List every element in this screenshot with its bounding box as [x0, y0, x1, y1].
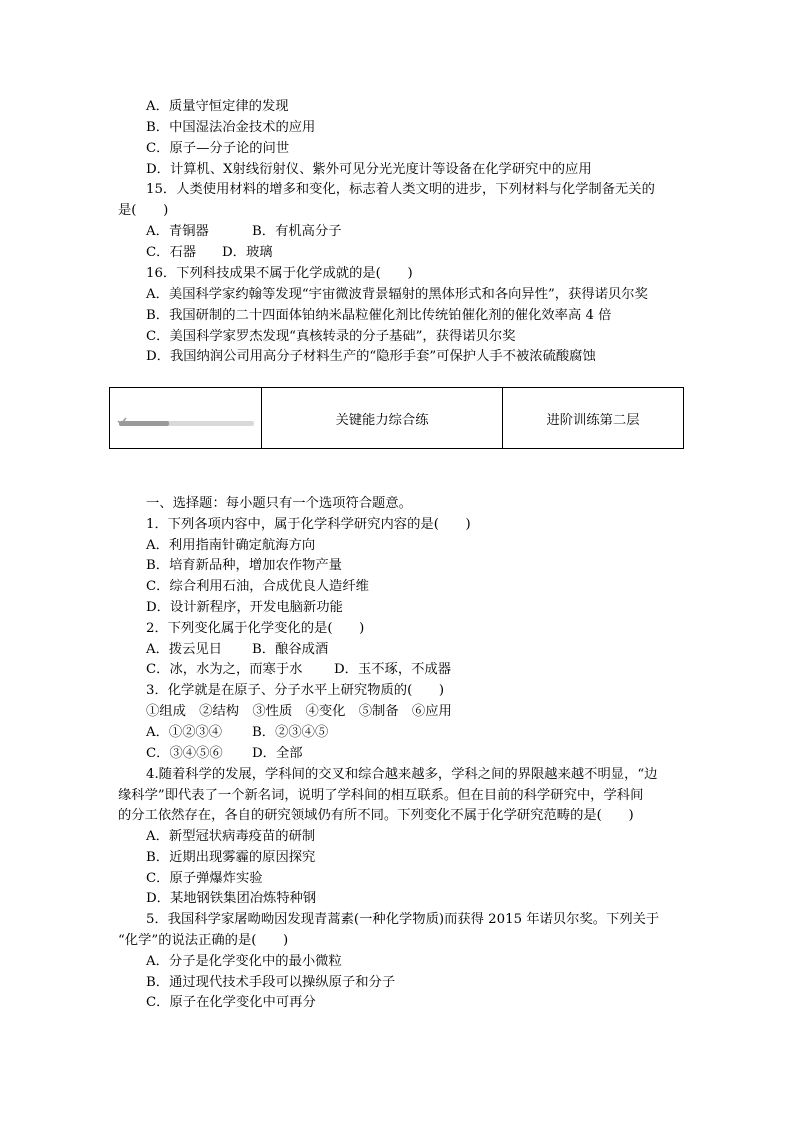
q3-stem: 3．化学就是在原子、分子水平上研究物质的( ): [146, 683, 445, 698]
q4-option-d: D．某地钢铁集团冶炼特种钢: [146, 891, 317, 906]
q4-stem-line1: 4.随着科学的发展，学科间的交叉和综合越来越多，学科之间的界限越来越不明显，“边: [146, 767, 658, 782]
q15-stem-line2: 是( ): [118, 203, 169, 218]
banner-center-label: 关键能力综合练: [262, 388, 503, 448]
q15-option-d: D．玻璃: [222, 245, 273, 260]
banner-progress-cell: [110, 388, 262, 448]
q5-option-a: A．分子是化学变化中的最小微粒: [146, 954, 342, 969]
q15-stem-line1: 15．人类使用材料的增多和变化，标志着人类文明的进步，下列材料与化学制备无关的: [146, 182, 655, 197]
q15-option-a: A．青铜器: [146, 224, 209, 239]
q15-option-c: C．石器: [146, 245, 197, 260]
q4-option-c: C．原子弹爆炸实验: [146, 871, 263, 886]
q2-option-b: B．酿谷成酒: [252, 642, 329, 657]
q5-stem-line2: “化学”的说法正确的是( ): [118, 933, 289, 948]
q5-option-b: B．通过现代技术手段可以操纵原子和分子: [146, 975, 396, 990]
q3-option-a: A．①②③④: [146, 725, 223, 740]
q1-option-c: C．综合利用石油，合成优良人造纤维: [146, 579, 369, 594]
q3-option-c: C．③④⑤⑥: [146, 746, 223, 761]
q16-option-d: D．我国纳润公司用高分子材料生产的“隐形手套”可保护人手不被浓硫酸腐蚀: [146, 349, 596, 364]
q16-option-b: B．我国研制的二十四面体铂纳米晶粒催化剂比传统铂催化剂的催化效率高 4 倍: [146, 308, 612, 323]
q2-option-d: D．玉不琢，不成器: [334, 662, 452, 677]
q4-option-b: B．近期出现雾霾的原因探究: [146, 850, 316, 865]
banner-right-label: 进阶训练第二层: [546, 412, 640, 428]
q1-option-b: B．培育新品种，增加农作物产量: [146, 558, 342, 573]
q16-option-c: C．美国科学家罗杰发现“真核转录的分子基础”，获得诺贝尔奖: [146, 329, 516, 344]
q3-options-row1: [146, 723, 328, 744]
q3-items: ①组成 ②结构 ③性质 ④变化 ⑤制备 ⑥应用: [146, 704, 452, 719]
q15-options-row2: [146, 243, 273, 264]
q16-option-a: A．美国科学家约翰等发现“宇宙微波背景辐射的黑体形式和各向异性”，获得诺贝尔奖: [146, 287, 648, 302]
q14-option-d: D．计算机、X射线衍射仪、紫外可见分光光度计等设备在化学研究中的应用: [146, 162, 592, 177]
section-banner: [109, 387, 684, 449]
q2-options-row2: [146, 660, 451, 681]
q4-stem-line3: 的分工依然存在，各自的研究领域仍有所不同。下列变化不属于化学研究范畴的是( ): [118, 808, 634, 823]
q4-stem-line2: 缘科学”即代表了一个新名词，说明了学科间的相互联系。但在目前的科学研究中，学科间: [118, 788, 644, 803]
q14-option-a: A．质量守恒定律的发现: [146, 99, 289, 114]
q1-option-a: A．利用指南针确定航海方向: [146, 538, 316, 553]
q16-stem: 16．下列科技成果不属于化学成就的是( ): [146, 266, 413, 281]
q3-option-d: D．全部: [252, 746, 303, 761]
progress-bar: [119, 421, 254, 426]
q15-option-b: B．有机高分子: [252, 224, 342, 239]
q2-option-c: C．冰，水为之，而寒于水: [146, 662, 303, 677]
q5-stem-line1: 5．我国科学家屠呦呦因发现青蒿素(一种化学物质)而获得 2015 年诺贝尔奖。下列关于: [146, 912, 660, 927]
q3-option-b: B．②③④⑤: [252, 725, 329, 740]
q1-option-d: D．设计新程序，开发电脑新功能: [146, 600, 343, 615]
q2-option-a: A．拨云见日: [146, 642, 223, 657]
q15-options-row1: [146, 222, 342, 243]
check-icon: [117, 416, 127, 426]
q14-option-c: C．原子—分子论的问世: [146, 141, 290, 156]
q5-option-c: C．原子在化学变化中可再分: [146, 995, 316, 1010]
q4-option-a: A．新型冠状病毒疫苗的研制: [146, 829, 316, 844]
q3-options-row2: [146, 744, 303, 765]
q2-stem: 2．下列变化属于化学变化的是( ): [146, 621, 365, 636]
q14-option-b: B．中国湿法冶金技术的应用: [146, 120, 316, 135]
section-heading: 一、选择题：每小题只有一个选项符合题意。: [146, 496, 412, 511]
q1-stem: 1．下列各项内容中，属于化学科学研究内容的是( ): [146, 517, 471, 532]
q2-options-row1: [146, 640, 328, 661]
